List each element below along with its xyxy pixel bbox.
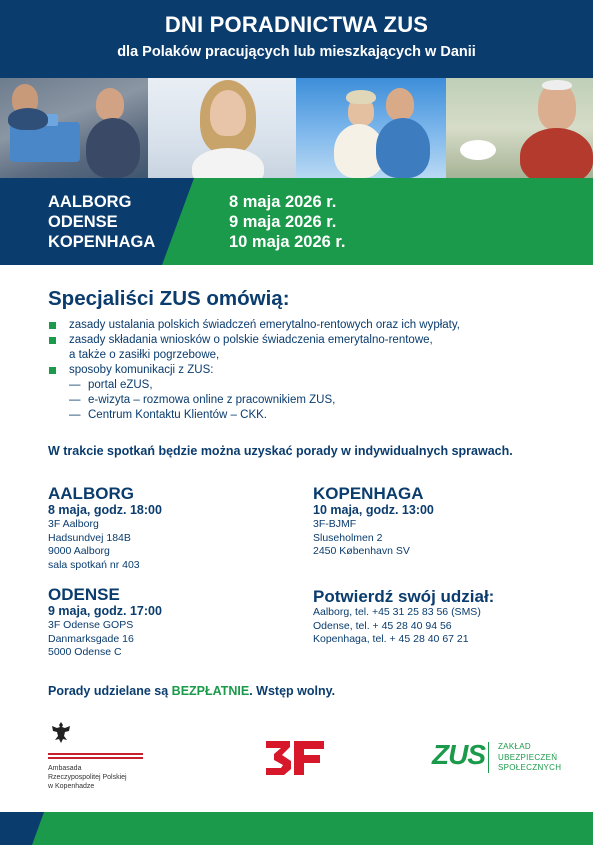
worker-body-shape [8,108,48,130]
dash-bullet: — [69,379,81,391]
address-line: sala spotkań nr 403 [48,558,140,571]
zus-name-line: SPOŁECZNYCH [498,763,562,772]
topic-item [48,333,568,363]
zus-mark: ZUS [432,739,485,770]
location-address [48,518,162,572]
page-subtitle: dla Polaków pracujących lub mieszkających w Danii [117,44,476,60]
phone-line: Aalborg, tel. +45 31 25 83 56 (SMS) [313,606,481,618]
topic-item [48,318,568,333]
city-name: ODENSE [48,213,118,231]
embassy-name-line: Ambasada [48,765,82,772]
topic-text: zasady składania wniosków o polskie świadczenia emerytalno-rentowe, [69,334,433,346]
shirt-shape [192,148,264,178]
embassy-red-line [48,757,143,759]
specialists-heading: Specjaliści ZUS omówią: [48,287,290,310]
city-names [48,192,155,252]
confirm-heading: Potwierdź swój udział: [313,587,495,606]
instructor-body-shape [86,118,140,178]
polish-eagle-icon [48,720,74,746]
confirm-participation [313,587,494,647]
free-admission-note [48,684,335,698]
embassy-name [48,764,158,791]
topic-text: zasady ustalania polskich świadczeń emerytalno-rentowych oraz ich wypłaty, [69,319,460,331]
topics-list [48,318,568,423]
man-face-shape [386,88,414,120]
zus-logo [432,739,572,779]
city-date: 8 maja 2026 r. [229,193,337,211]
embassy-name-line: w Kopenhadze [48,783,95,790]
location-kopenhaga [313,484,434,559]
location-city: KOPENHAGA [313,484,424,503]
workshop-photo [0,78,148,178]
free-note-highlight: BEZPŁATNIE [171,684,250,698]
dash-bullet: — [69,409,81,421]
phone-line: Odense, tel. + 45 28 40 94 56 [313,619,452,632]
address-line: Sluseholmen 2 [313,531,383,544]
cup-shape [460,140,496,160]
sub-topic-text: portal eZUS, [88,379,153,391]
embassy-red-line [48,753,143,755]
senior-man-photo [446,78,593,178]
free-note-text: . Wstęp wolny. [249,684,336,698]
green-square-bullet-icon [49,337,56,344]
address-line: 3F Aalborg [48,518,99,530]
topic-item [48,363,568,378]
address-line: 5000 Odense C [48,646,122,658]
photo-strip [0,78,593,178]
location-city: AALBORG [48,484,134,503]
embassy-logo [48,720,148,795]
sub-topic-item [48,378,568,393]
zus-separator [488,742,489,773]
city-name: KOPENHAGA [48,233,156,251]
senior-shirt-shape [520,128,593,178]
city-date: 9 maja 2026 r. [229,213,337,231]
sub-topic-item [48,408,568,423]
city-dates [229,192,346,252]
location-time: 8 maja, godz. 18:00 [48,503,162,517]
sub-topic-text: e-wizyta – rozmowa online z pracownikiem ZUS, [88,394,336,406]
sub-topic-item [48,393,568,408]
3f-logo [264,737,326,777]
zus-name-line: ZAKŁAD [498,742,531,751]
topic-text: a także o zasiłki pogrzebowe, [69,349,220,361]
zus-name [498,742,561,774]
location-address [313,518,434,559]
green-square-bullet-icon [49,367,56,374]
phone-line: Kopenhaga, tel. + 45 28 40 67 21 [313,633,469,645]
address-line: 3F-BJMF [313,518,357,530]
location-time: 9 maja, godz. 17:00 [48,604,162,618]
address-line: Hadsundvej 184B [48,531,131,544]
address-line: 9000 Aalborg [48,545,110,557]
address-line: 2450 København SV [313,545,410,557]
footer-green-bar [0,812,593,845]
location-odense [48,585,162,660]
instructor-face-shape [96,88,124,120]
consultation-note: W trakcie spotkań będzie można uzyskać porady w indywidualnych sprawach. [48,444,513,458]
page-title: DNI PORADNICTWA ZUS [164,12,429,37]
free-note-text: Porady udzielane są [48,684,172,698]
embassy-name-line: Rzeczypospolitej Polskiej [48,774,127,781]
green-square-bullet-icon [49,322,56,329]
woman-portrait-photo [148,78,296,178]
senior-couple-photo [296,78,446,178]
city-date: 10 maja 2026 r. [229,233,346,251]
location-city: ODENSE [48,585,120,604]
city-name: AALBORG [48,193,132,211]
location-aalborg [48,484,162,572]
address-line: 3F Odense GOPS [48,619,134,631]
cities-banner [0,178,593,265]
sub-topic-text: Centrum Kontaktu Klientów – CKK. [88,409,267,421]
topic-text: sposoby komunikacji z ZUS: [69,364,214,376]
senior-hair-shape [542,80,572,90]
address-line: Danmarksgade 16 [48,632,134,645]
header-banner [0,0,593,78]
location-address [48,619,162,660]
location-time: 10 maja, godz. 13:00 [313,503,434,517]
face-shape [210,90,246,136]
man-body-shape [376,118,430,178]
zus-name-line: UBEZPIECZEŃ [498,752,558,762]
woman-hair-shape [346,90,376,104]
confirm-phones [313,606,494,647]
dash-bullet: — [69,394,81,406]
